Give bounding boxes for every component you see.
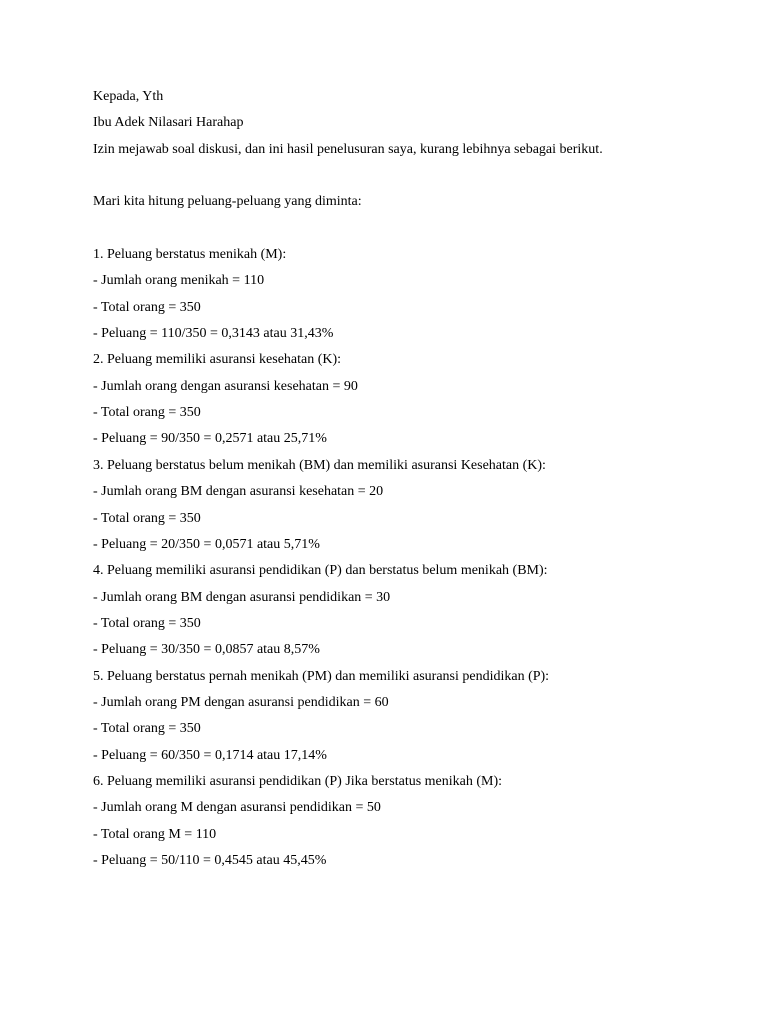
item-line: - Jumlah orang PM dengan asuransi pendidikan = 60: [93, 694, 389, 710]
item-line: - Jumlah orang dengan asuransi kesehatan = 90: [93, 378, 358, 394]
item-1: [93, 242, 713, 347]
item-line: - Jumlah orang M dengan asuransi pendidikan = 50: [93, 800, 381, 816]
item-line: - Total orang M = 110: [93, 826, 217, 842]
item-line: - Total orang = 350: [93, 615, 201, 631]
item-line: - Peluang = 20/350 = 0,0571 atau 5,71%: [93, 536, 320, 552]
item-line: - Jumlah orang BM dengan asuransi pendidikan = 30: [93, 589, 391, 605]
lead-paragraph: Mari kita hitung peluang-peluang yang diminta:: [93, 194, 362, 210]
item-2: [93, 347, 713, 452]
item-line: - Total orang = 350: [93, 510, 201, 526]
item-line: - Jumlah orang menikah = 110: [93, 273, 265, 289]
intro-paragraph: Izin mejawab soal diskusi, dan ini hasil penelusuran saya, kurang lebihnya sebagai berikut.: [93, 141, 603, 157]
item-6: [93, 769, 713, 874]
document-page: [93, 84, 713, 874]
salutation: Kepada, Yth: [93, 89, 164, 104]
item-4: [93, 558, 713, 663]
item-line: - Total orang = 350: [93, 299, 201, 315]
item-line: - Peluang = 50/110 = 0,4545 atau 45,45%: [93, 852, 327, 868]
item-line: - Peluang = 110/350 = 0,3143 atau 31,43%: [93, 326, 334, 342]
item-heading: 4. Peluang memiliki asuransi pendidikan (P) dan berstatus belum menikah (BM):: [93, 563, 548, 579]
item-heading: 3. Peluang berstatus belum menikah (BM) dan memiliki asuransi Kesehatan (K):: [93, 457, 546, 473]
item-line: - Total orang = 350: [93, 721, 201, 737]
blank-line: [93, 216, 713, 242]
item-line: - Peluang = 30/350 = 0,0857 atau 8,57%: [93, 642, 320, 658]
item-line: - Jumlah orang BM dengan asuransi kesehatan = 20: [93, 484, 384, 500]
item-heading: 5. Peluang berstatus pernah menikah (PM) dan memiliki asuransi pendidikan (P):: [93, 668, 550, 684]
item-3: [93, 453, 713, 558]
item-heading: 2. Peluang memiliki asuransi kesehatan (K):: [93, 352, 342, 368]
recipient-name: Ibu Adek Nilasari Harahap: [93, 115, 244, 131]
item-heading: 1. Peluang berstatus menikah (M):: [93, 247, 287, 263]
blank-line: [93, 163, 713, 189]
item-line: - Peluang = 90/350 = 0,2571 atau 25,71%: [93, 431, 327, 447]
item-heading: 6. Peluang memiliki asuransi pendidikan (P) Jika berstatus menikah (M):: [93, 773, 503, 789]
item-line: - Peluang = 60/350 = 0,1714 atau 17,14%: [93, 747, 327, 763]
item-5: [93, 664, 713, 769]
item-line: - Total orang = 350: [93, 405, 201, 421]
